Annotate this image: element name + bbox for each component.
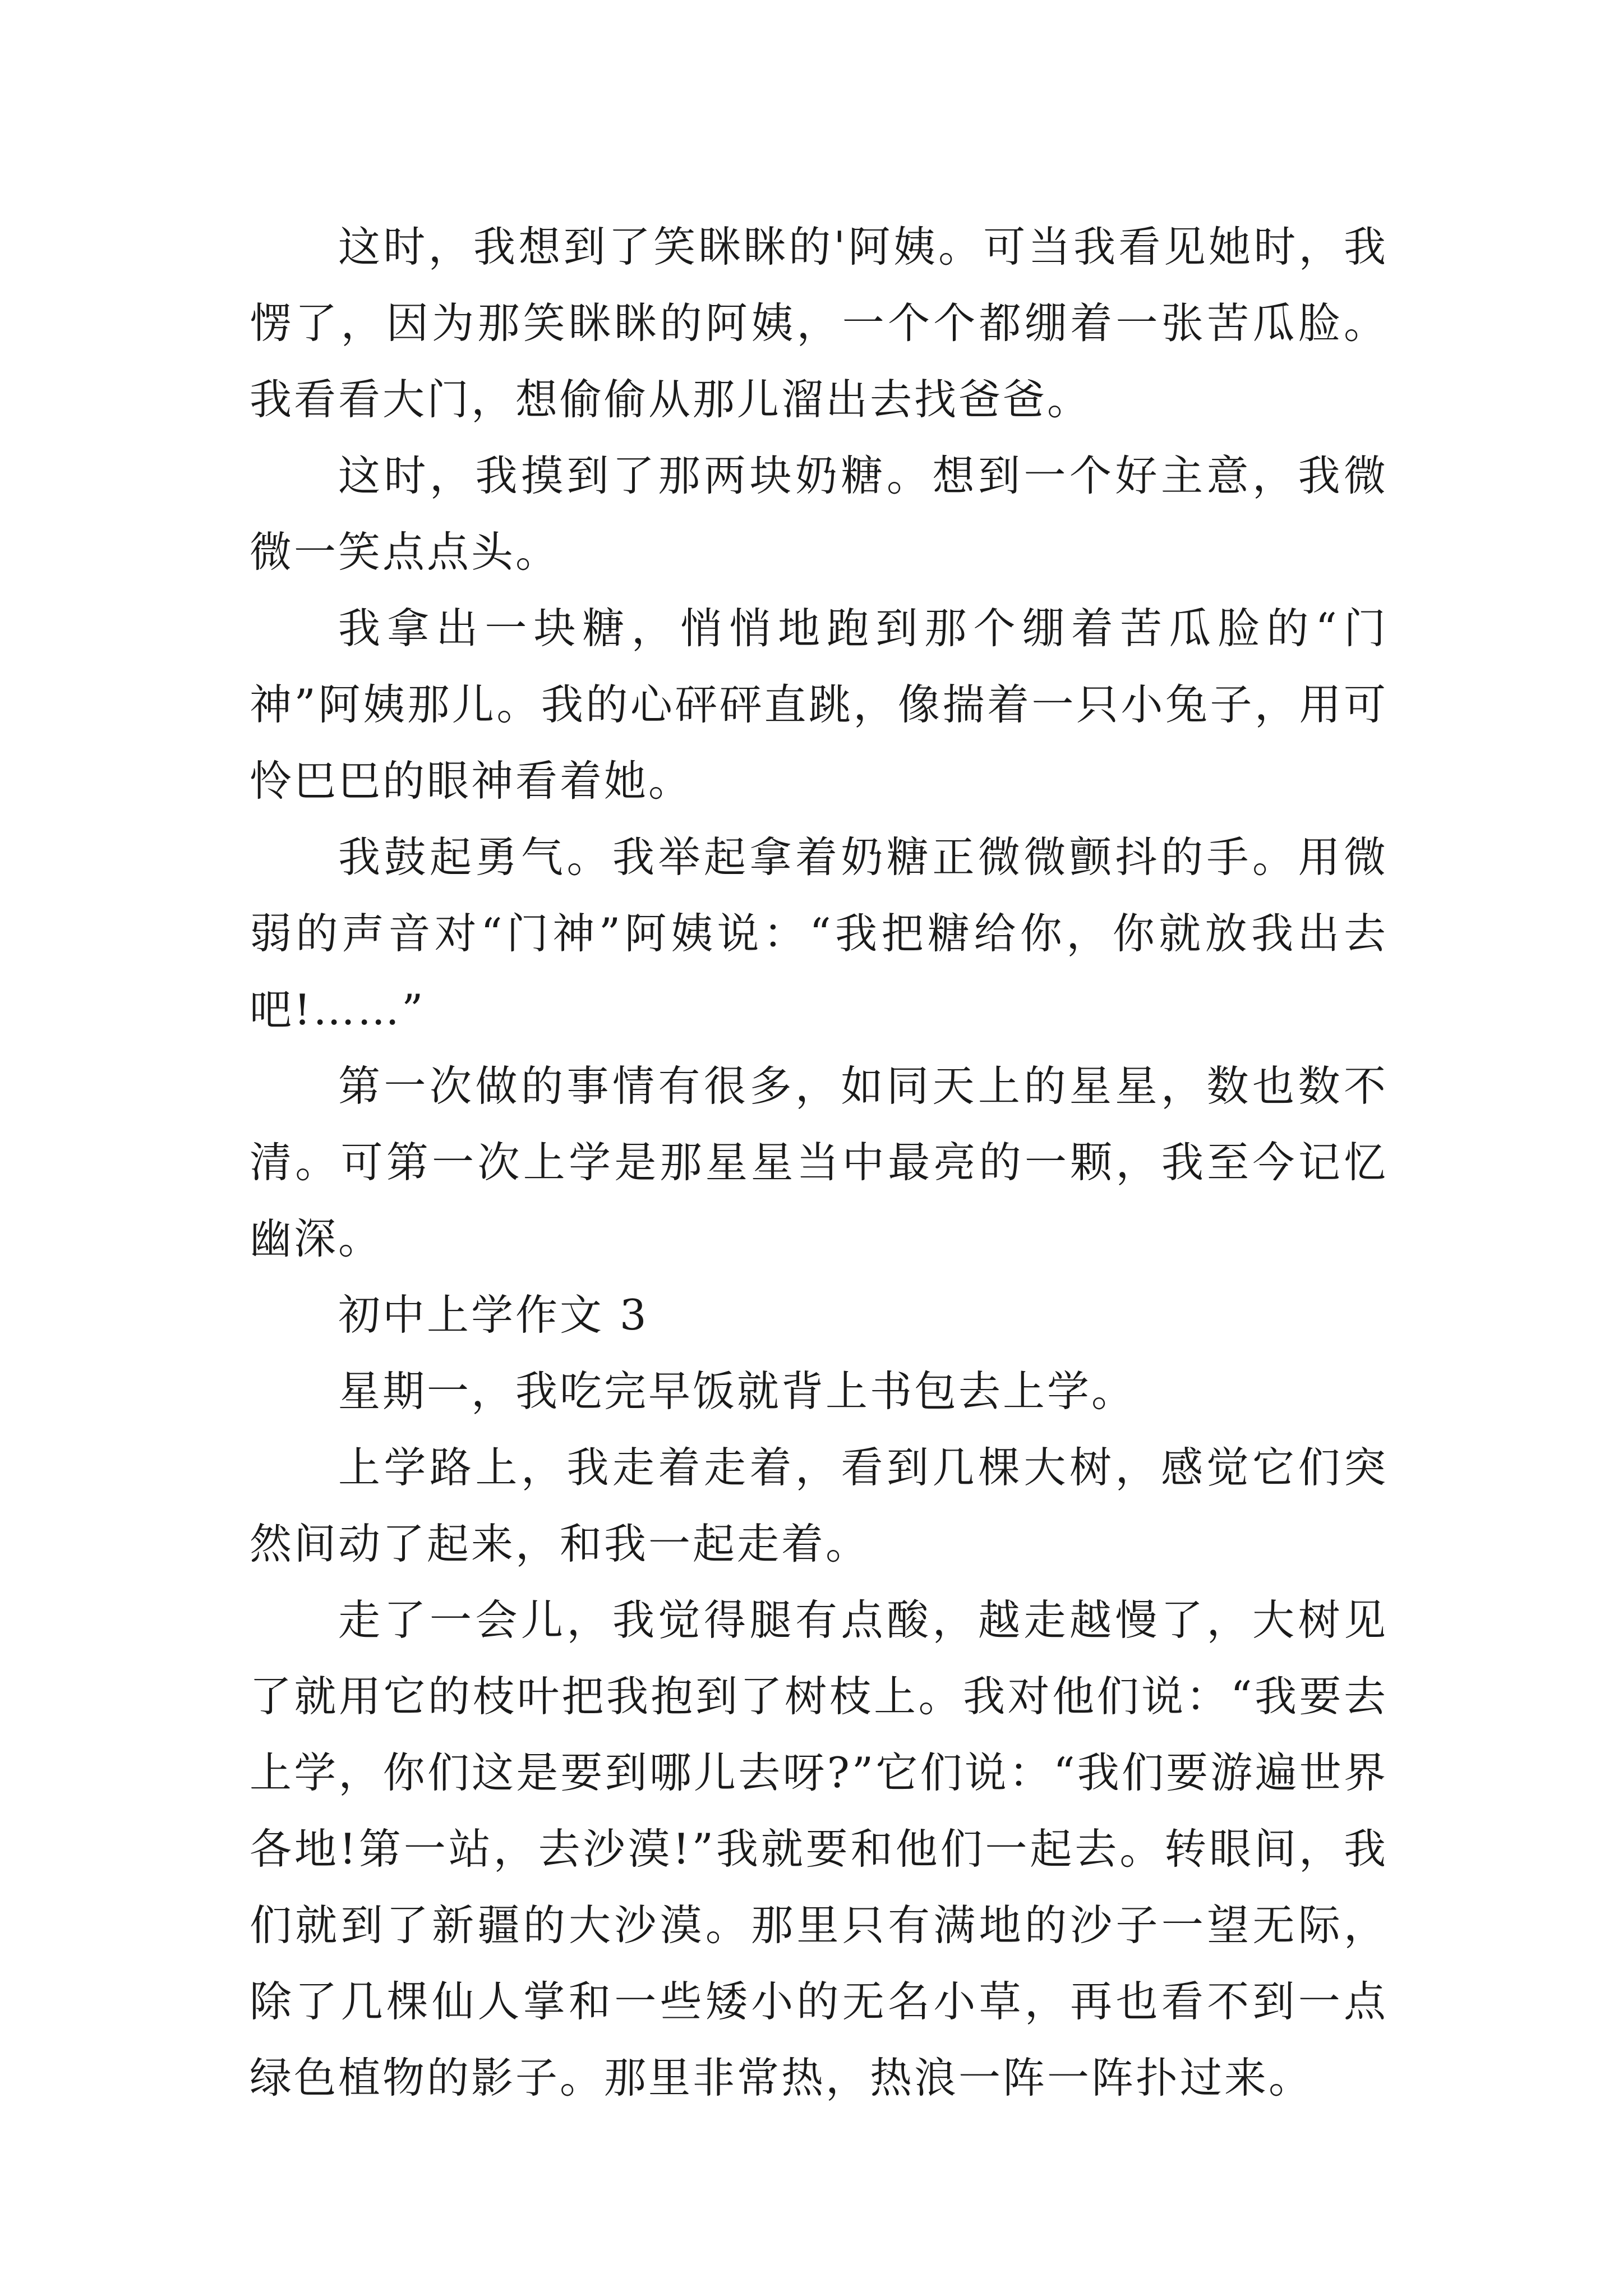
- paragraph-7: 上学路上，我走着走着，看到几棵大树，感觉它们突然间动了起来，和我一起走着。: [250, 1443, 1388, 1568]
- document-body: [250, 209, 1388, 2116]
- paragraph-8: 走了一会儿，我觉得腿有点酸，越走越慢了，大树见了就用它的枝叶把我抱到了树枝上。我对他们说：“我要去上学，你们这是要到哪儿去呀?”它们说：“我们要游遍世界各地!第一站，去沙漠!”我就要和他们一起去。转眼间，我们就到了新疆的大沙漠。那里只有满地的沙子一望无际，除了几棵仙人掌和一些矮小的无名小草，再也看不到一点绿色植物的影子。那里非常热，热浪一阵一阵扑过来。: [250, 1595, 1388, 2102]
- paragraph-3: 我拿出一块糖，悄悄地跑到那个绷着苦瓜脸的“门神”阿姨那儿。我的心砰砰直跳，像揣着一只小兔子，用可怜巴巴的眼神看着她。: [250, 604, 1388, 806]
- paragraph-2: 这时，我摸到了那两块奶糖。想到一个好主意，我微微一笑点点头。: [250, 451, 1388, 577]
- paragraph-1: 这时，我想到了笑眯眯的'阿姨。可当我看见她时，我愣了，因为那笑眯眯的阿姨，一个个都绷着一张苦瓜脸。我看看大门，想偷偷从那儿溜出去找爸爸。: [250, 222, 1388, 424]
- section-heading: 初中上学作文 3: [338, 1290, 649, 1340]
- paragraph-5: 第一次做的事情有很多，如同天上的星星，数也数不清。可第一次上学是那星星当中最亮的一颗，我至今记忆幽深。: [250, 1061, 1388, 1263]
- paragraph-4: 我鼓起勇气。我举起拿着奶糖正微微颤抖的手。用微弱的声音对“门神”阿姨说：“我把糖给你，你就放我出去吧!……”: [250, 832, 1388, 1034]
- paragraph-6: 星期一，我吃完早饭就背上书包去上学。: [338, 1366, 1136, 1416]
